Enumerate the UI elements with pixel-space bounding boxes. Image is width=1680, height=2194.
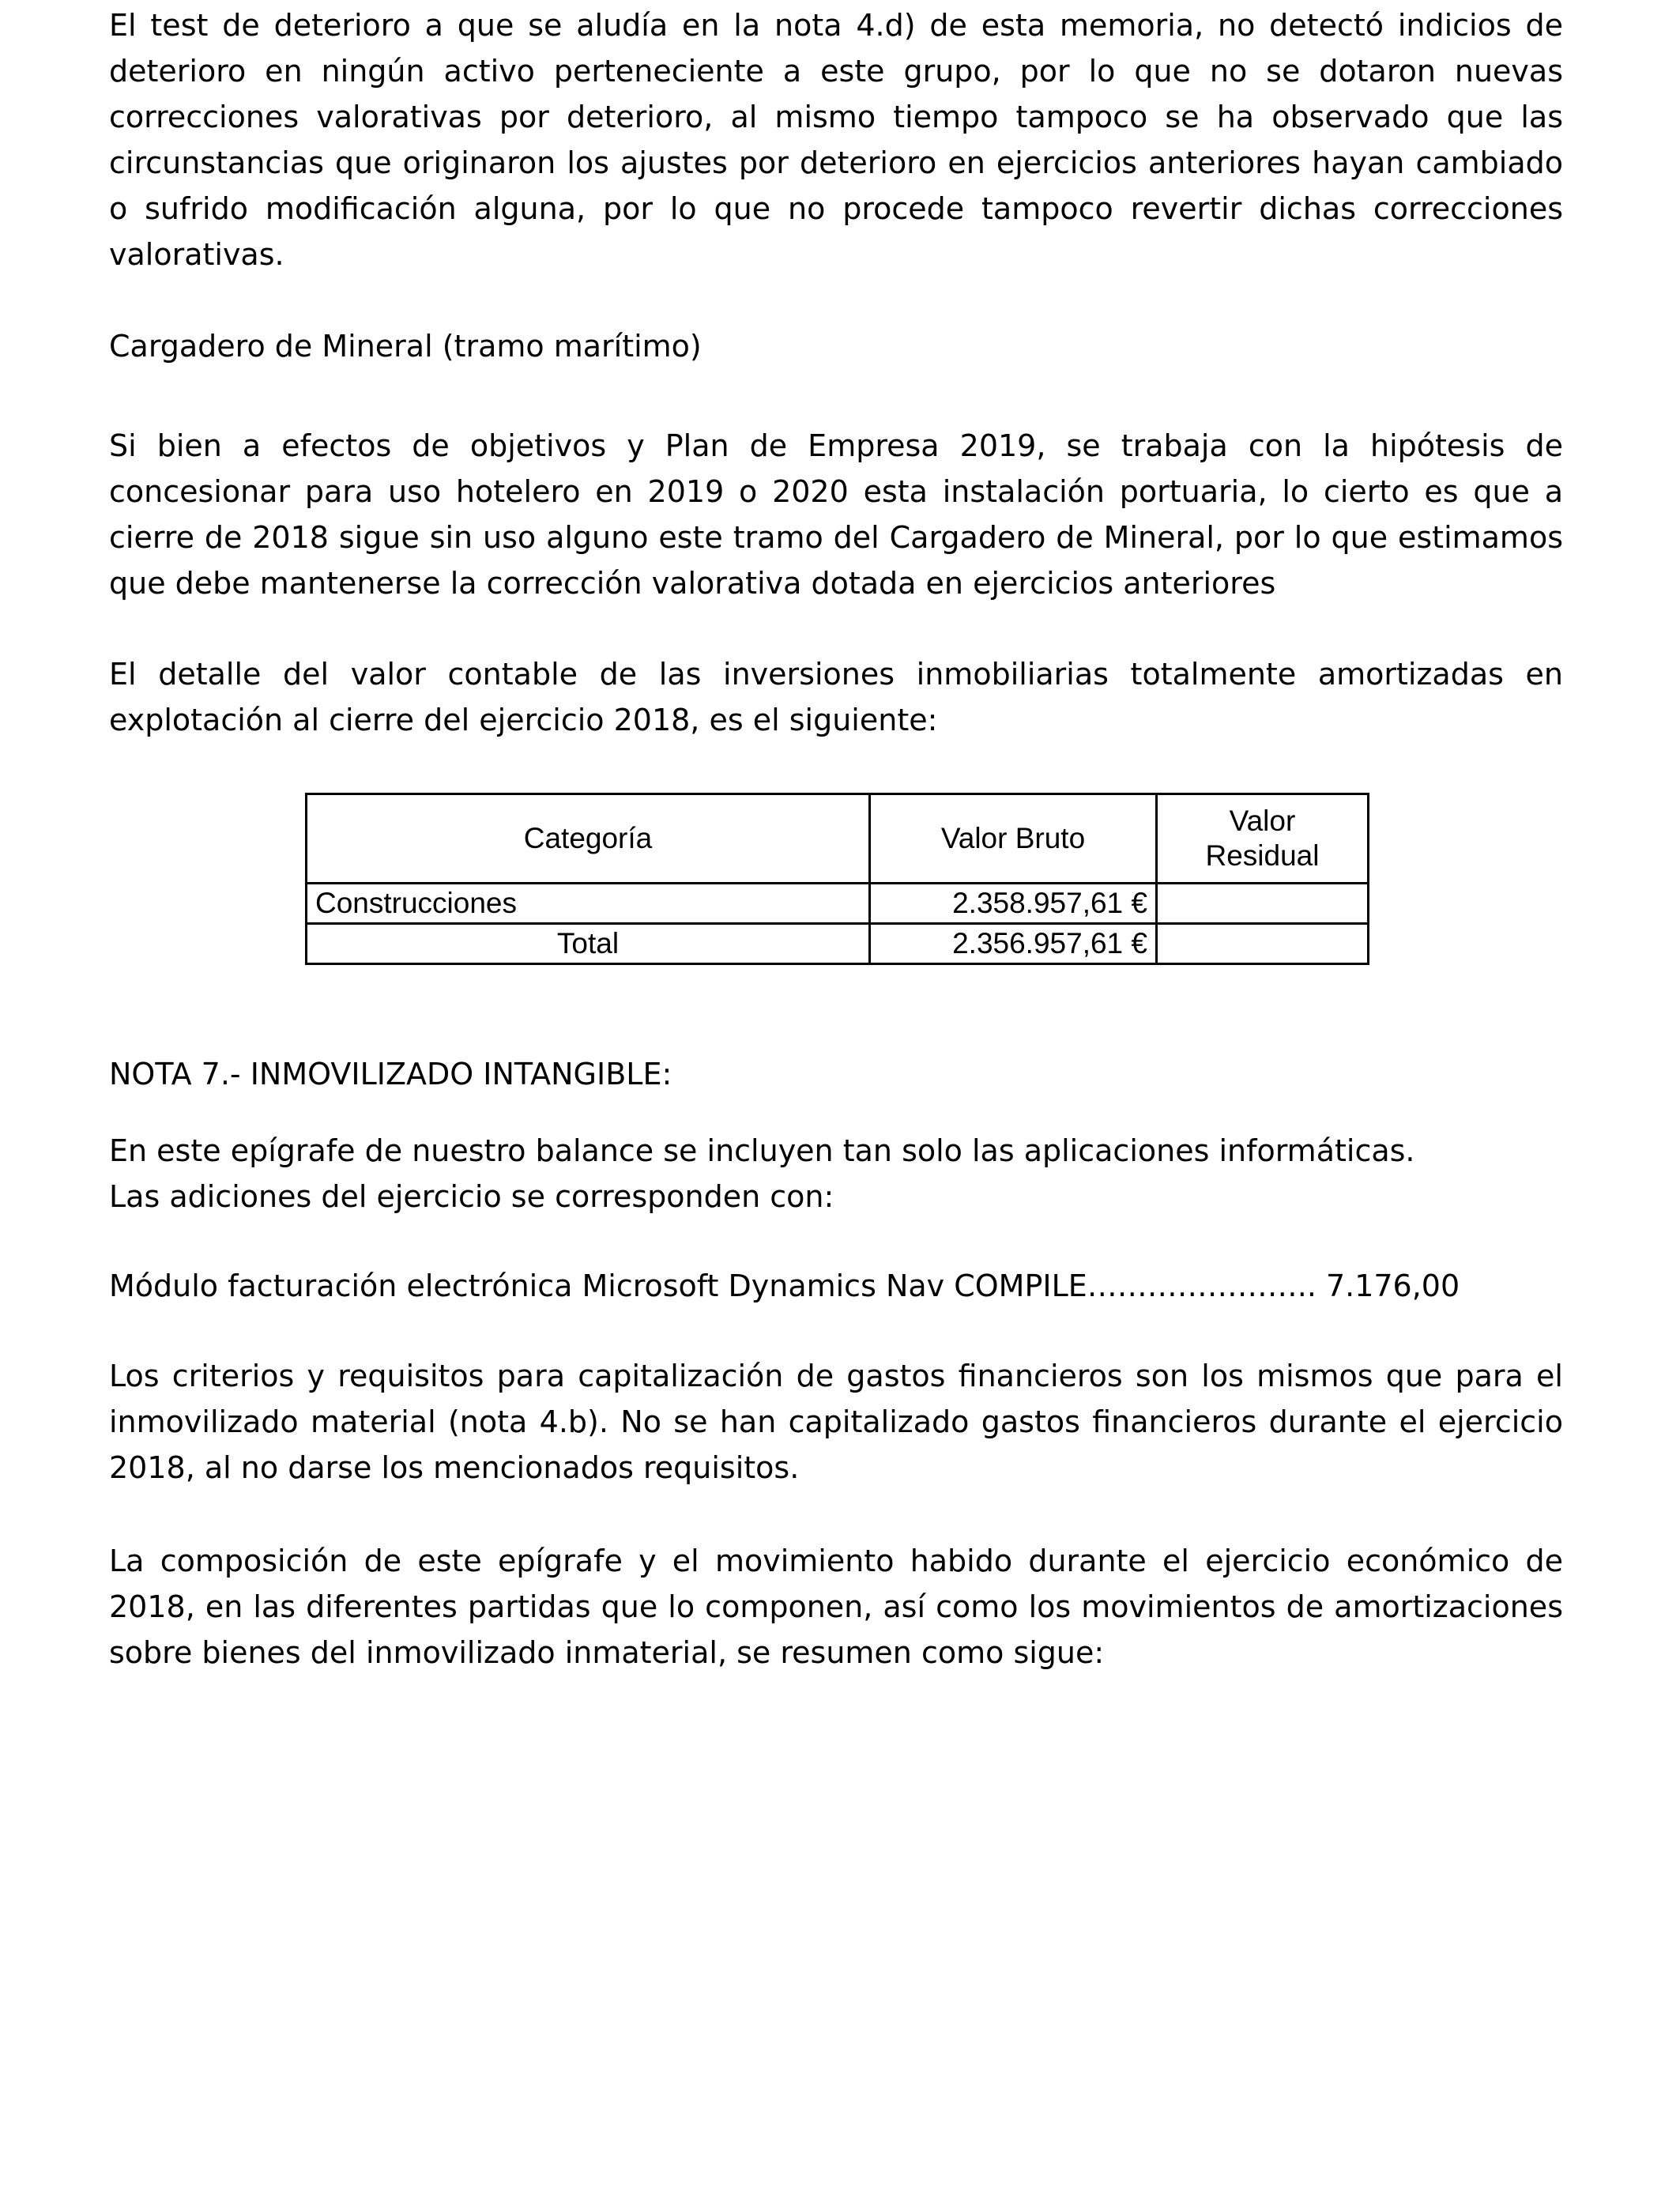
table-row bbox=[307, 884, 1369, 924]
paragraph-detalle-intro: El detalle del valor contable de las inversiones inmobiliarias totalmente amortizadas en explotación al cierre del ejercicio 2018, es el siguiente: bbox=[109, 657, 1563, 737]
header-valor-residual-line2: Residual bbox=[1205, 839, 1320, 872]
paragraph-criterios: Los criterios y requisitos para capitalización de gastos financieros son los mismos que para el inmovilizado material (nota 4.b). No se han capitalizado gastos financieros durante el ejercicio 2018, al no darse los mencionados requisitos. bbox=[109, 1359, 1563, 1485]
cell-total-label: Total bbox=[307, 924, 870, 964]
table-header-row bbox=[307, 794, 1369, 884]
header-valor-residual bbox=[1157, 794, 1369, 884]
table-total-row bbox=[307, 924, 1369, 964]
addition-label: Módulo facturación electrónica Microsoft Dynamics Nav COMPILE bbox=[109, 1269, 1087, 1303]
section-title-nota7: NOTA 7.- INMOVILIZADO INTANGIBLE: bbox=[109, 1057, 672, 1091]
nota7-intro-line2: Las adiciones del ejercicio se corresponden con: bbox=[109, 1179, 834, 1214]
cell-categoria: Construcciones bbox=[307, 884, 870, 924]
header-valor-residual-line1: Valor bbox=[1229, 805, 1296, 837]
cell-total-valor-bruto: 2.356.957,61 € bbox=[870, 924, 1157, 964]
cell-valor-bruto: 2.358.957,61 € bbox=[870, 884, 1157, 924]
section-title-cargadero: Cargadero de Mineral (tramo marítimo) bbox=[109, 329, 702, 364]
addition-line-item bbox=[109, 1263, 1460, 1309]
paragraph-composicion: La composición de este epígrafe y el movimiento habido durante el ejercicio económico de 2018, en las diferentes partidas que lo componen, así como los movimientos de amortizaciones sobre bienes del inmovilizado inmaterial, se resumen como sigue: bbox=[109, 1544, 1563, 1670]
header-valor-bruto: Valor Bruto bbox=[870, 794, 1157, 884]
paragraph-deterioro: El test de deterioro a que se aludía en la nota 4.d) de esta memoria, no detectó indicios de deterioro en ningún activo perteneciente a este grupo, por lo que no se dotaron nuevas correcciones valorativas por deterioro, al mismo tiempo tampoco se ha observado que las circunstancias que originaron los ajustes por deterioro en ejercicios anteriores hayan cambiado o sufrido modificación alguna, por lo que no procede tampoco revertir dichas correcciones valorativas. bbox=[109, 8, 1563, 272]
cell-total-valor-residual bbox=[1157, 924, 1369, 964]
paragraph-cargadero: Si bien a efectos de objetivos y Plan de Empresa 2019, se trabaja con la hipótesis de concesionar para uso hotelero en 2019 o 2020 esta instalación portuaria, lo cierto es que a cierre de 2018 sigue sin uso alguno este tramo del Cargadero de Mineral, por lo que estimamos que debe mantenerse la corrección valorativa dotada en ejercicios anteriores bbox=[109, 428, 1563, 601]
nota7-intro-line1: En este epígrafe de nuestro balance se incluyen tan solo las aplicaciones informáticas. bbox=[109, 1133, 1415, 1168]
header-categoria: Categoría bbox=[307, 794, 870, 884]
cell-valor-residual bbox=[1157, 884, 1369, 924]
inversiones-table bbox=[305, 793, 1369, 965]
addition-dot-leader: ………………….. bbox=[1087, 1269, 1317, 1303]
addition-amount: 7.176,00 bbox=[1325, 1269, 1460, 1303]
